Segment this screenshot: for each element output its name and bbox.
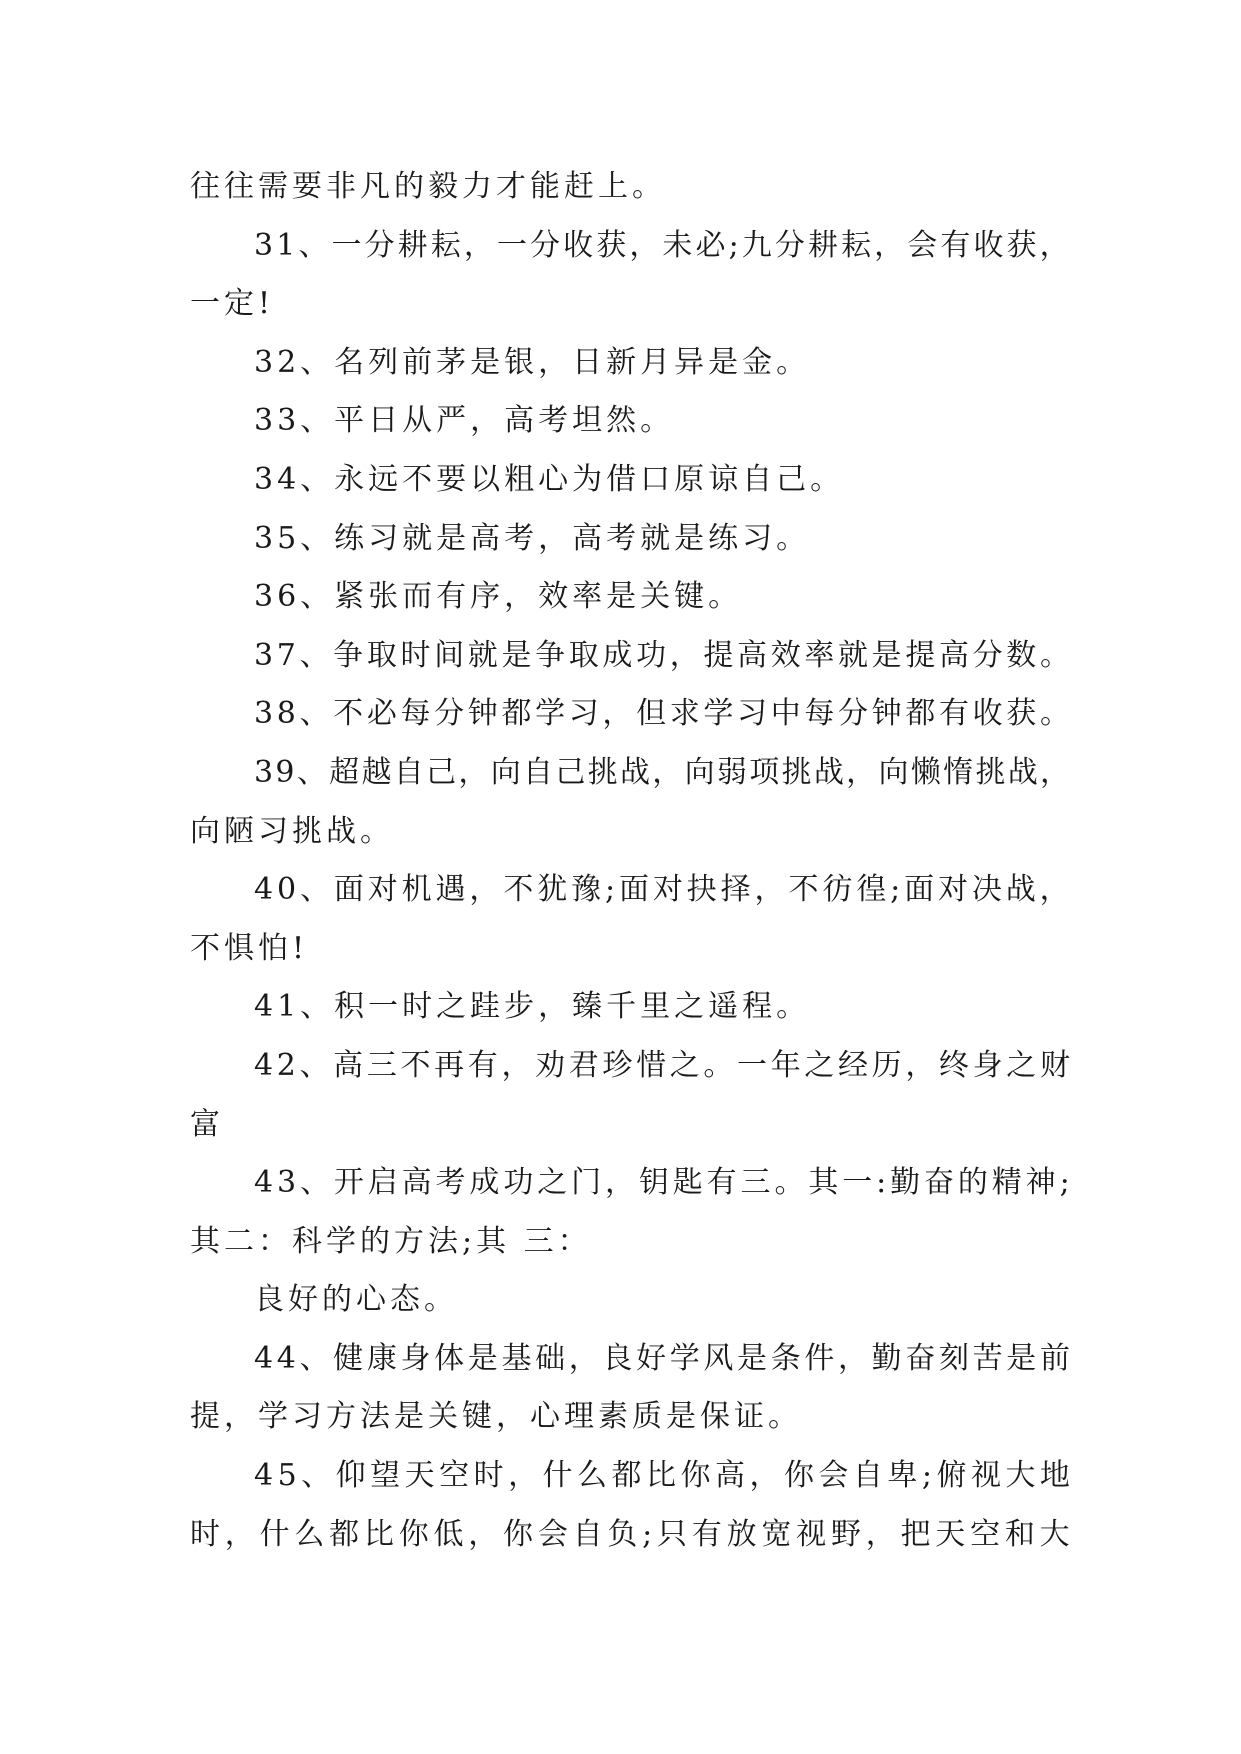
text-line: 34、永远不要以粗心为借口原谅自己。 (254, 461, 845, 497)
text-line: 4 3 、 开 启 高 考 成 功 之 门 ， 钥 匙 有 三 。 其 一 : 勤 奋 的 精 神 ; (254, 1165, 1070, 1201)
text-line: 往往需要非凡的毅力才能赶上。 (190, 169, 666, 204)
text-line: 其二：科学的方法;其 三： (190, 1223, 592, 1259)
text-line: 提，学习方法是关键，心理素质是保证。 (190, 1399, 802, 1435)
text-line: 36、紧张而有序，效率是关键。 (254, 579, 743, 615)
text-line: 35、练习就是高考，高考就是练习。 (254, 520, 811, 556)
text-line: 时 ， 什 么 都 比 你 低 ， 你 会 自 负 ; 只 有 放 宽 视 野 ， 把 天 空 和 大 (190, 1516, 1070, 1552)
text-line: 3 9 、 超 越 自 己 ， 向 自 己 挑 战 ， 向 弱 项 挑 战 ， 向 懒 惰 挑 战 ， (254, 754, 1070, 790)
text-line: 富 (190, 1106, 224, 1142)
text-line: 向陋习挑战。 (190, 813, 394, 849)
text-line: 4 4 、 健 康 身 体 是 基 础 ， 良 好 学 风 是 条 件 ， 勤 奋 刻 苦 是 前 (254, 1340, 1070, 1376)
text-line: 32、名列前茅是银，日新月异是金。 (254, 344, 811, 380)
text-line: 3 1 、 一 分 耕 耘 ， 一 分 收 获 ， 未 必 ; 九 分 耕 耘 ， 会 有 收 获 ， (254, 227, 1070, 263)
text-line: 良好的心态。 (254, 1282, 458, 1318)
text-line: 一定! (190, 286, 275, 322)
text-line: 4 5 、 仰 望 天 空 时 ， 什 么 都 比 你 高 ， 你 会 自 卑 ; 俯 视 大 地 (254, 1458, 1070, 1494)
document-body (190, 158, 1070, 1564)
text-line: 3 8 、 不 必 每 分 钟 都 学 习 ， 但 求 学 习 中 每 分 钟 都 有 收 获 。 (254, 696, 1070, 732)
text-line: 3 7 、 争 取 时 间 就 是 争 取 成 功 ， 提 高 效 率 就 是 提 高 分 数 。 (254, 637, 1070, 673)
text-line: 4 2 、 高 三 不 再 有 ， 劝 君 珍 惜 之 。 一 年 之 经 历 ， 终 身 之 财 (254, 1047, 1070, 1083)
text-line: 41、积一时之跬步，臻千里之遥程。 (254, 989, 811, 1025)
text-line: 4 0 、 面 对 机 遇 ， 不 犹 豫 ; 面 对 抉 择 ， 不 彷 徨 ; 面 对 决 战 ， (254, 872, 1070, 908)
text-line: 33、平日从严，高考坦然。 (254, 403, 675, 439)
text-line: 不惧怕! (190, 930, 309, 966)
